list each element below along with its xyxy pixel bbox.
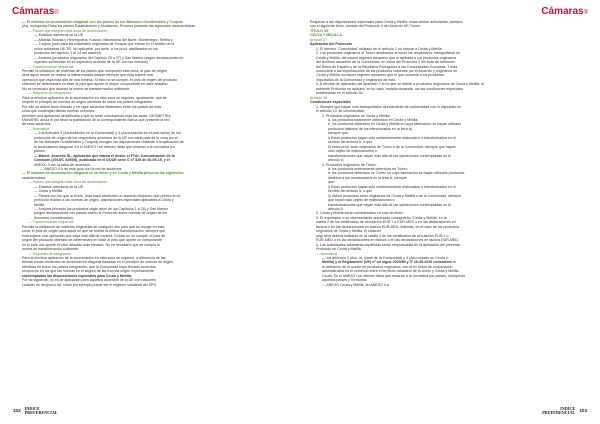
footer-title-right	[542, 407, 575, 416]
text-line: del Reino de España y de la República Portuguesa a las Comunidades Europeas. Túnez	[316, 64, 458, 69]
text-line: sentido del artículo 5, o que	[328, 140, 373, 145]
text-line: Por ello se deben tener firmado y en vigor acuerdos bilaterales entre los países de esta	[22, 104, 162, 109]
text-line: — Transformación requerida	[28, 220, 74, 225]
left-page-content	[22, 20, 290, 394]
text-line: protocolo relativo a las normas de origen, disposiciones especiales aplicables a Ceuta y	[34, 198, 174, 203]
text-line: importados de la Comunidad y originarios de ésta.	[316, 77, 397, 82]
text-line: zona, el país de origen será aquel en que se realice la última transformación, siempre que	[22, 229, 166, 234]
camaras-logo-right	[541, 6, 588, 17]
text-line: (es), incluyendo Rasa los países Estabilización y Asociación, Proceso presente las siguientes características:	[22, 24, 196, 29]
text-line: origi sera deberá indicarse en la casilla 4 de los certificados de circulación EUR.1 o	[316, 233, 449, 238]
text-line: Ceuta y Melilla un mismo régimen aduanero que el que conceda a los productos	[316, 73, 445, 78]
text-line: origen del producto obtenido se determinará en base al país que aporte un componente	[22, 238, 162, 243]
text-line: Melilla.	[34, 202, 46, 207]
text-line: zona que contengan dichas normas comunes	[22, 109, 95, 114]
text-line: 2. Productos originarios de Túnez:	[322, 162, 377, 167]
text-line: transformaciones que vayan más allá de las operaciones contempladas en el	[328, 202, 451, 207]
logo-text-right: Cámaras	[541, 6, 584, 17]
text-line: — Países con los que la Unión, está haya celebrado un acuerdo recíproco que prevea en el	[34, 193, 181, 198]
text-line: contempladas las disposiciones especiales para Ceuta y Melilla.	[22, 273, 132, 278]
text-line: Ceuta, En el ANEXO I se ofrecen listas que enlazan a la normativa por países, incluyendo	[322, 273, 466, 278]
text-line: esta supere una operación que vaya más allá de mínima. Si esto no se cumple, el país de	[22, 233, 166, 238]
text-line: a. los productos enteramente obtenidos en Túnez;	[328, 166, 409, 171]
text-line: operación que vaya más allá de una mínima. Si esto no se cumple, el país de origen del producto	[22, 77, 178, 82]
footer-title-left	[25, 407, 58, 416]
text-line: establecidas en el artículo 38.	[316, 91, 364, 96]
text-line: obtenido se determinará en base al país que aporte el mayor componente en valor añadido.	[22, 82, 169, 87]
text-line: Para la efectiva aplicación de la acumulación en esta zona se requiere, a diferencia de las	[22, 256, 166, 261]
text-line: Respecto a las disposiciones especiales para Ceuta y Melilla, estas vienen articuladas, siempre,	[310, 20, 464, 24]
text-line: — Los Artículos 3 (Acumulación en la Comunidad) y 4 (Acumulación en el país socio) de los	[34, 131, 181, 136]
text-line: Melilla) y el Reglamento (UE) nº un signo 2020/80 y 3ª 26-05-2020 consideren a	[322, 260, 456, 265]
text-line: — Normativa	[316, 251, 337, 256]
logo-tm-right: ®	[583, 10, 588, 16]
text-line: respete el principio de normas de origen idénticas de todos los países integrantes.	[22, 100, 154, 105]
text-line: — Países que integran esta zona de acumulación	[28, 180, 108, 185]
text-line: — El sistema de acumulación diagonal con los países de los Balcanes Occidentales y Turquía	[22, 20, 183, 24]
text-line: i) Estos productos hayan sido suficientemente elaborados o transformados en el	[328, 184, 456, 189]
text-line: con el siguiente texto, tomado del Protocolo 4 del Acuerdo UE-Túnez:	[310, 24, 421, 29]
text-line: — Turquía (sólo para los materiales originarios de Turquía que entran en el ámbito de la	[34, 42, 175, 47]
text-line: 1. El término "Comunidad" utilizado en el artículo 2 no incluye a Ceuta y Melilla.	[316, 46, 443, 51]
text-line: — Países que integran esta zona de acumulación	[28, 28, 108, 33]
text-line: factura o en las declaraciones en factura EUR-MED. Además, en el caso de los productos	[316, 224, 460, 229]
text-line: Condiciones especiales	[310, 100, 351, 105]
text-line: la definición de la noción de productos originarios, con el fin todos de cooperación	[322, 264, 453, 269]
text-line: concederá a las importaciones de los productos cubiertos por el Acuerdo y originarios en	[316, 68, 458, 73]
text-line: artículo 6.	[328, 207, 344, 212]
text-line: productos distintos de los mencionados en la letra a),	[328, 126, 413, 131]
page-number-right: 103	[579, 408, 587, 414]
text-line: que:	[328, 180, 335, 185]
text-line: 1. Siempre que hayan sido transportados directamente de conformidad con lo dispuesto en	[316, 104, 462, 109]
text-line: Para la efectiva aplicación de la acumulación en esta zona se requiere, igualmente, que se	[22, 95, 167, 100]
text-line: Permite la utilización de materias de los países que componen esta zona, el país de origen	[22, 68, 167, 73]
text-line: que hayan sido objeto de elaboraciones o	[328, 198, 395, 203]
text-line: sentido del artículo 5, o que	[328, 189, 373, 194]
text-line: CEUTA Y MELILLA	[310, 33, 342, 38]
text-line: MANAREL Anula el por favor la publicación de la correspondiente Marca que presente la red	[22, 117, 170, 122]
right-footer	[542, 407, 590, 416]
text-line: Artículo 38	[310, 95, 328, 100]
text-line: — Requisito de integración	[28, 91, 72, 96]
text-line: EUR-MED o en las declaraciones en factura o en las declaraciones en factura EUR-MED.	[316, 238, 460, 243]
left-footer	[10, 407, 58, 416]
text-line: 4. Las autoridades aduaneras españolas serán responsables de la aplicación del presente	[316, 242, 460, 247]
text-line: b. los productos obtenidos en Ceuta y Melilla en cuya fabricación se hayan utilizado	[328, 122, 462, 127]
right-page-content	[310, 20, 580, 394]
text-line: — Normativa	[28, 126, 49, 131]
logo-text: Cámaras	[12, 6, 55, 17]
footer-line1: INDICE	[24, 405, 40, 411]
text-line: demás zonas existentes de acumulación diagonal basadas en el principio de normas de origen	[22, 260, 174, 265]
text-line: 3. El exportador o su representante autorizado consignarán "Ceuta y Melilla" en la	[316, 215, 447, 220]
text-line: presente Protocolo se aplicará, en su caso, mutatis mutandis, sin las condiciones especiales	[316, 86, 464, 91]
text-line: 2. Ceuta y Melilla serán considerados un solo territorio.	[316, 211, 404, 216]
text-line: de los Balcanes Occidentales y Turquía) recogen las disposiciones relativas a la aplicación de	[34, 140, 184, 145]
text-line: ii) estos prod. sean originarios de Túnez o de la Comunidad, siempre que hayan	[328, 144, 456, 149]
text-line: — Marco: Acuerdo SL, aplicación que marca el dosier el FTAI: Comunicación de la	[34, 153, 175, 158]
text-line: — Albania, Bosnia y Herzegovina, Kosovo, Macedonia del Norte, Montenegro, Serbia y	[34, 37, 173, 42]
text-line: Por tal siguiente, no es de aplicación para aquellos acuerdos de la UE con naciones	[22, 278, 156, 283]
text-line: será aquel donde se realiza la última transformación siempre que esta supere una	[22, 73, 153, 78]
text-line: — Estados miembros de la UE	[34, 184, 84, 189]
text-line: Permite la utilización de materias originarias de cualquier otro país que se recoge en esta	[22, 224, 165, 229]
logo-tm: ®	[54, 10, 59, 16]
text-line: — Transformación requerida	[28, 64, 74, 69]
footer-line1-right: INDICE	[560, 405, 576, 411]
text-line: el artículo 13, se considerarán:	[316, 109, 366, 114]
text-line: 2. Los productos originarios of Túnez destinados al hacer los respectivos, transportarse en	[316, 51, 461, 56]
text-line: a. los productos totalmente obtenidos en Ceuta y Melilla;	[328, 117, 419, 122]
text-line: Artículo 37	[310, 37, 328, 42]
text-line: protocolos de origen de los respectivos acuerdos de la UE con cada país de la zona (en el	[34, 135, 178, 140]
text-line: — ANEXO Ceuta y Melilla, en ANEXO II.a	[322, 282, 389, 287]
text-line: 1. Productos originarios de Ceuta y Melilla:	[322, 113, 391, 118]
text-line: No es necesario que alcance la norma de transformación suficiente.	[22, 86, 131, 91]
text-line: — Andorra (productos originarios del Capítulo 25 a 97) y San Marino (según declaraciones en	[34, 55, 184, 60]
text-line: TÍTULO VII	[310, 28, 329, 33]
text-line: aquellos países y Territorios.	[322, 278, 368, 283]
text-line: Acuerdos considerados).	[34, 215, 74, 220]
text-line: permiten una aplicación simplificada y que se sean concluyendo más las actas. GEOMETRIA	[22, 113, 171, 118]
text-line: productos del capítulo 1 al 24 del arancel).	[34, 51, 102, 56]
text-line: — ANEXO II.b de esta guía con la red de acuerdos.	[40, 166, 123, 171]
text-line: siempre que:	[328, 131, 349, 136]
text-line: países.	[34, 149, 46, 154]
text-line: norma de transformación suficiente.	[22, 247, 80, 252]
text-line: idénticas en todos los países integrantes, que la Comunidad haya firmado acuerdos	[22, 264, 156, 269]
text-line: administrativa en el comercio entre el territorio aduanero de la Unión y Ceuta y Melilla.	[322, 269, 460, 274]
footer-line2-right: PREFERENCIAL	[542, 410, 576, 416]
text-line: (origen declaraciones con países anexo al Protocolo sobre normas de origen de los	[34, 211, 168, 216]
text-line: en el país uno aporte el valor añadido más elevado. No es necesario que se cumpla la	[22, 242, 160, 247]
text-line: transformaciones que vayan más allá de las operaciones contempladas en el	[328, 153, 451, 158]
text-line: distintos a los mencionados en la letra A, siempre	[328, 175, 407, 180]
right-page	[300, 0, 600, 424]
text-line: unión aduanera UE-TR. No aplicable, por tanto, a los prod. clasificados en los	[34, 46, 158, 51]
text-line: carácter de recíproco ad, como por ejemplo puede ser el régimen unilateral del SPG.	[22, 282, 158, 287]
text-line: recíprocos en los que las normas en el seguro de las normas origen expresamente	[22, 269, 155, 274]
text-line: 3. A efectos de aplicación del apartado 2 en lo que se refiere a productos originarios de Ceuta y Melilla, el	[316, 82, 485, 87]
text-line: originarios de Ceuta y Melilla, el carácter	[316, 229, 381, 234]
text-line: ii) dichos productos sean originarios de Ceuta y Melilla o de la Comunidad, siempre	[328, 193, 461, 198]
page-number-left: 102	[13, 408, 21, 414]
text-line: la acumulación diagonal. En el ANEXO I se ofrecen listas que enlazan a la normativa por	[34, 144, 176, 149]
text-line: artículo 6;	[328, 158, 344, 163]
text-line: sido objeto de elaboraciones o	[328, 149, 377, 154]
text-line: — los artículos 3 (Acu. m, ulade de la Comunidad) y 4 (Acu mulado en Ceuta y	[322, 256, 448, 261]
text-line: Ceuta y Melilla, del mismo régimen aduanero que el aplicado a los productos originarios	[316, 55, 457, 60]
text-line: casilla 2 de los certificados de circulación EUR.1 o EUR-MED o en las declaraciones en	[316, 220, 456, 225]
text-line: Aplicación del Protocolo	[310, 42, 353, 47]
text-line: — Andorra (excepto los productos origin arios de los Capítulos 1 a 24) y San Marino	[34, 207, 169, 212]
text-line: — Requisito de integración	[28, 251, 72, 256]
text-line: i) Estos productos hayan sido suficientemente elaborados o transformados en el	[328, 135, 456, 140]
footer-line2: PREFERENCIAL	[24, 410, 58, 416]
text-line: b. los productos obtenidos en Túnez en cuya fabricación se hayan utilizado productos	[328, 171, 465, 176]
text-line: características:	[22, 175, 47, 180]
camaras-logo	[12, 6, 59, 17]
text-line: vigentes contenidas en el respectivo acuerdo de la UE con los mismos).	[34, 60, 149, 65]
text-line: del territorio aduanero de la Comunidad, en virtud del Protocolo 2 del Acta de Adhesión	[316, 60, 455, 65]
text-line: de esos acuerdos.	[22, 122, 52, 127]
text-line: ANEXO II con la tabla de acuerdos.	[34, 162, 91, 167]
text-line: Comisión (2015/C 325/06), publicada en el DOUE serie C nº 325 de 30-09-15, y el	[34, 158, 170, 163]
text-line: — Ceuta y Melilla	[34, 189, 63, 194]
text-line: — Estados miembros de la UE	[34, 33, 84, 38]
text-line: — El sistema de acumulación diagonal en la Unión y en Ceuta y Melilla presenta las siguientes	[22, 171, 184, 176]
text-line: Protocolo en Ceuta y Melilla.	[316, 247, 362, 252]
